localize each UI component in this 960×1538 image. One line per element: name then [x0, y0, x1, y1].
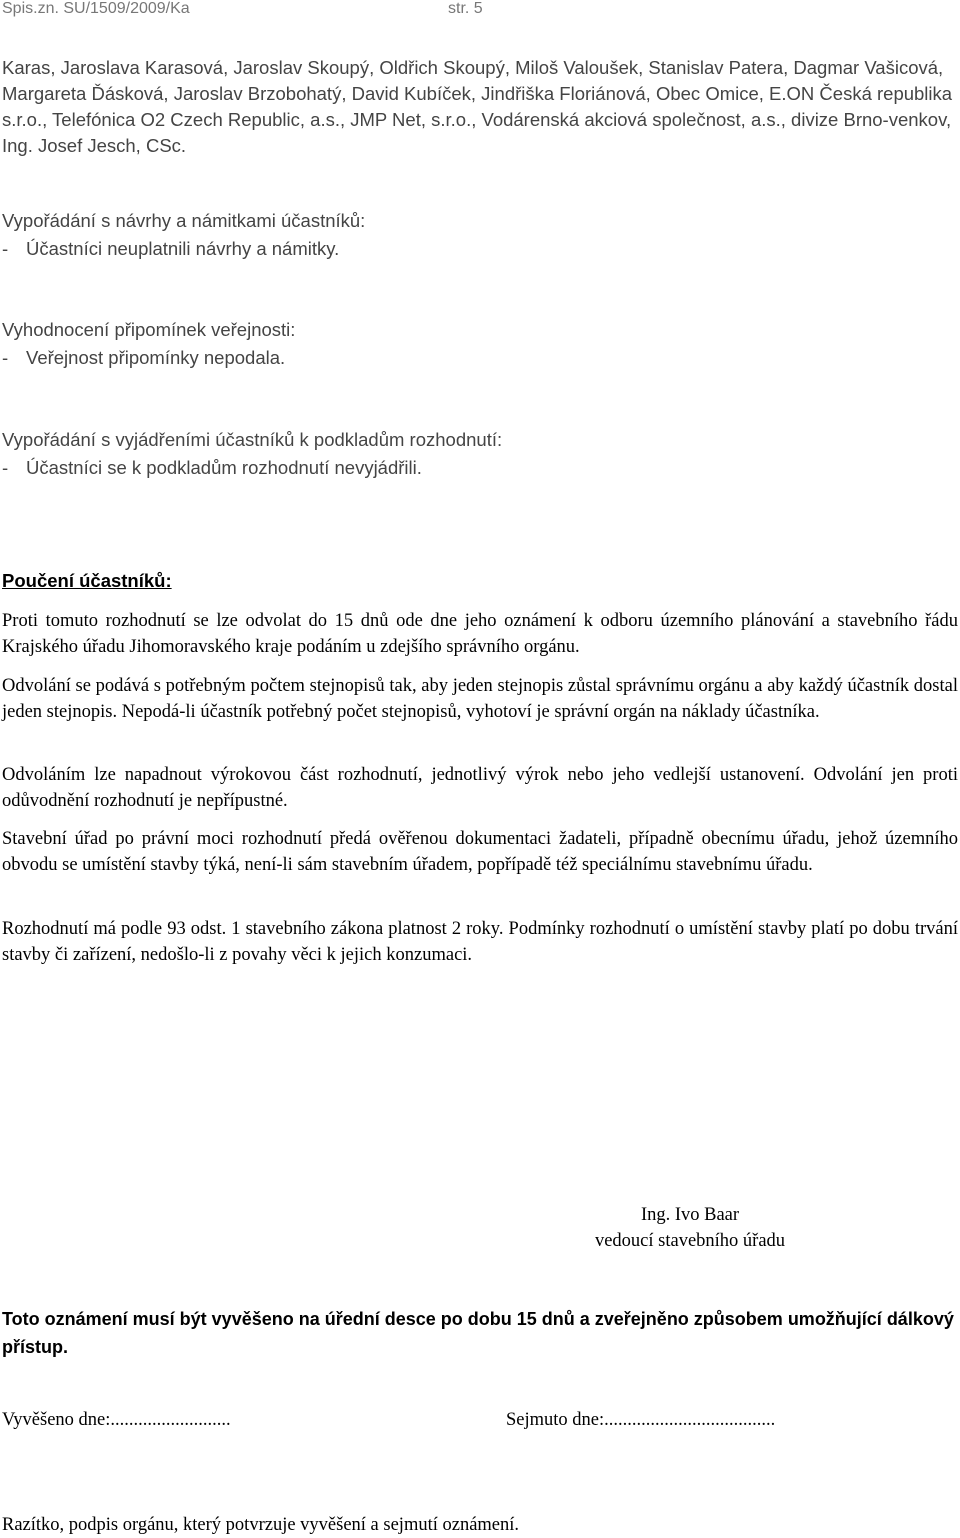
- paragraph-text: Stavební úřad po právní moci rozhodnutí předá ověřenou dokumentaci žadateli, případně obecnímu úřadu, jehož územního obvodu se umístění stavby týká, není-li sám stavebním úřadem, popřípadě též speciálnímu stavebnímu úřadu.: [2, 829, 958, 875]
- section-item: [2, 235, 958, 263]
- posting-notice: Toto oznámení musí být vyvěšeno na úřední desce po dobu 15 dnů a zveřejněno způsobem umožňující dálkový přístup.: [2, 1309, 954, 1357]
- paragraph-text: Proti tomuto rozhodnutí se lze odvolat do 15 dnů ode dne jeho oznámení k odboru územního plánování a stavebního řádu Krajského úřadu Jihomoravského kraje podáním u zdejšího správního orgánu.: [2, 611, 958, 657]
- paragraph-text: Odvolání se podává s potřebným počtem stejnopisů tak, aby jeden stejnopis zůstal správnímu orgánu a aby každý účastník dostal jeden stejnopis. Nepodá-li účastník potřebný počet stejnopisů, vyhotoví je správní orgán na náklady účastníka.: [2, 676, 958, 722]
- instruction-paragraph-1: [2, 608, 958, 660]
- section-item-text: Účastníci se k podkladům rozhodnutí nevyjádřili.: [26, 457, 422, 478]
- page-header: [2, 0, 942, 22]
- instruction-paragraph-3: [2, 762, 958, 814]
- section-title: Vypořádání s návrhy a námitkami účastníků:: [2, 210, 366, 231]
- signatory-role: vedoucí stavebního úřadu: [594, 1231, 786, 1251]
- posted-date-field: Vyvěšeno dne:..........................: [2, 1410, 231, 1430]
- instruction-section: [2, 568, 958, 593]
- removed-date-field: Sejmuto dne:.....................................: [506, 1410, 776, 1430]
- instruction-paragraph-4: [2, 826, 958, 878]
- page-number: str. 5: [448, 0, 483, 17]
- section-objections: [2, 207, 958, 263]
- section-title: Vypořádání s vyjádřeními účastníků k podkladům rozhodnutí:: [2, 429, 503, 450]
- bullet-dash: -: [2, 238, 9, 259]
- section-item-text: Účastníci neuplatnili návrhy a námitky.: [26, 238, 340, 259]
- instruction-paragraph-5: [2, 916, 958, 968]
- section-public-comments: [2, 316, 958, 372]
- paragraph-text: Odvoláním lze napadnout výrokovou část rozhodnutí, jednotlivý výrok nebo jeho vedlejší ustanovení. Odvolání jen proti odůvodnění rozhodnutí je nepřípustné.: [2, 765, 958, 811]
- bullet-dash: -: [2, 347, 9, 368]
- participants-list: Karas, Jaroslava Karasová, Jaroslav Skoupý, Oldřich Skoupý, Miloš Valoušek, Stanislav Patera, Dagmar Vašicová, Margareta Ďásková, Jaroslav Brzobohatý, David Kubíček, Jindřiška Floriánová, Obec Omice, E.ON Česká republika s.r.o., Telefónica O2 Czech Republic, a.s., JMP Net, s.r.o., Vodárenská akciová společnost, a.s., divize Brno-venkov, Ing. Josef Jesch, CSc.: [2, 57, 953, 156]
- file-reference: Spis.zn. SU/1509/2009/Ka: [2, 0, 190, 17]
- section-item: [2, 344, 958, 372]
- instruction-title: Poučení účastníků:: [2, 570, 172, 591]
- section-title: Vyhodnocení připomínek veřejnosti:: [2, 319, 296, 340]
- signatory-name: Ing. Ivo Baar: [640, 1205, 740, 1225]
- instruction-paragraph-2: [2, 673, 958, 725]
- section-statements: [2, 426, 958, 482]
- bullet-dash: -: [2, 457, 9, 478]
- section-item-text: Veřejnost připomínky nepodala.: [26, 347, 286, 368]
- signature-block: [540, 1202, 840, 1254]
- paragraph-text: Rozhodnutí má podle 93 odst. 1 stavebního zákona platnost 2 roky. Podmínky rozhodnutí o umístění stavby platí po dobu trvání stavby či zařízení, nedošlo-li z povahy věci k jejich konzumaci.: [2, 919, 958, 965]
- section-item: [2, 454, 958, 482]
- stamp-signature-caption: Razítko, podpis orgánu, který potvrzuje vyvěšení a sejmutí oznámení.: [2, 1515, 520, 1535]
